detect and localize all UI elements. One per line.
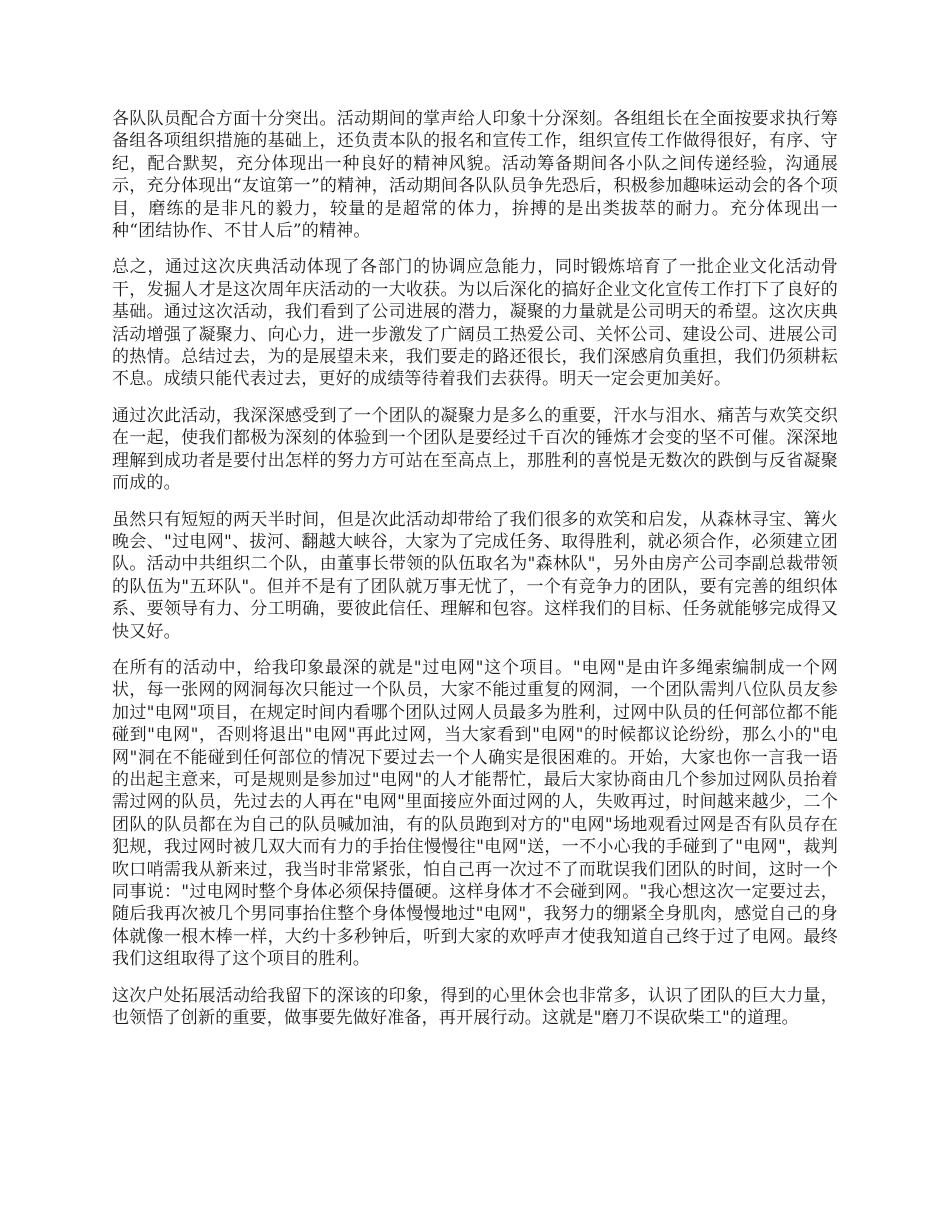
paragraph-4: 虽然只有短短的两天半时间，但是次此活动却带给了我们很多的欢笑和启发，从森林寻宝、篝火晚会、"过电网"、拔河、翻越大峡谷，大家为了完成任务、取得胜利，就必须合作，必须建立团队。活动中共组织二个队，由董事长带领的队伍取名为"森林队"，另外由房产公司李副总裁带领的队伍为"五环队"。但并不是有了团队就万事无忧了，一个有竞争力的团队，要有完善的组织体系、要领导有力、分工明确，要彼此信任、理解和包容。这样我们的目标、任务就能够完成得又快又好。 [112, 509, 838, 642]
paragraph-6: 这次户处拓展活动给我留下的深该的印象，得到的心里休会也非常多，认识了团队的巨大力量，也领悟了创新的重要，做事要先做好准备，再开展行动。这就是"磨刀不误砍柴工"的道理。 [112, 985, 838, 1029]
paragraph-5: 在所有的活动中，给我印象最深的就是"过电网"这个项目。"电网"是由许多绳索编制成一个网状，每一张网的网洞每次只能过一个队员，大家不能过重复的网洞，一个团队需判八位队员友参加过"电网"项目，在规定时间内看哪个团队过网人员最多为胜利，过网中队员的任何部位都不能碰到"电网"，否则将退出"电网"再此过网，当大家看到"电网"的时候都议论纷纷，那么小的"电网"洞在不能碰到任何部位的情况下要过去一个人确实是很困难的。开始，大家也你一言我一语的出起主意来，可是规则是参加过"电网"的人才能帮忙，最后大家协商由几个参加过网队员抬着需过网的队员，先过去的人再在"电网"里面接应外面过网的人，失败再过，时间越来越少，二个团队的队员都在为自己的队员喊加油，有的队员跑到对方的"电网"场地观看过网是否有队员存在犯规，我过网时被几双大而有力的手抬住慢慢往"电网"送，一不小心我的手碰到了"电网"，裁判吹口哨需我从新来过，我当时非常紧张，怕自己再一次过不了而耽误我们团队的时间，这时一个同事说："过电网时整个身体必须保持僵硬。这样身体才不会碰到网。"我心想这次一定要过去，随后我再次被几个男同事抬住整个身体慢慢地过"电网"，我努力的绷紧全身肌肉，感觉自己的身体就像一根木棒一样，大约十多秒钟后，听到大家的欢呼声才使我知道自己终于过了电网。最终我们这组取得了这个项目的胜利。 [112, 657, 838, 970]
paragraph-1: 各队队员配合方面十分突出。活动期间的掌声给人印象十分深刻。各组组长在全面按要求执行筹备组各项组织措施的基础上，还负责本队的报名和宣传工作，组织宣传工作做得很好，有序、守纪，配合默契，充分体现出一种良好的精神风貌。活动筹备期间各小队之间传递经验，沟通展示，充分体现出“友谊第一”的精神，活动期间各队队员争先恐后，积极参加趣味运动会的各个项目，磨练的是非凡的毅力，较量的是超常的体力，拚搏的是出类拔萃的耐力。充分体现出一种“团结协作、不甘人后”的精神。 [112, 109, 838, 242]
paragraph-3: 通过次此活动，我深深感受到了一个团队的凝聚力是多么的重要，汗水与泪水、痛苦与欢笑交织在一起，使我们都极为深刻的体验到一个团队是要经过千百次的锤炼才会变的坚不可催。深深地理解到成功者是要付出怎样的努力方可站在至高点上，那胜利的喜悦是无数次的跌倒与反省凝聚而成的。 [112, 405, 838, 494]
paragraph-2: 总之，通过这次庆典活动体现了各部门的协调应急能力，同时锻炼培育了一批企业文化活动骨干，发掘人才是这次周年庆活动的一大收获。为以后深化的搞好企业文化宣传工作打下了良好的基础。通过这次活动，我们看到了公司进展的潜力，凝聚的力量就是公司明天的希望。这次庆典活动增强了凝聚力、向心力，进一步激发了广阔员工热爱公司、关怀公司、建设公司、进展公司的热情。总结过去，为的是展望未来，我们要走的路还很长，我们深感肩负重担，我们仍须耕耘不息。成绩只能代表过去，更好的成绩等待着我们去获得。明天一定会更加美好。 [112, 257, 838, 390]
document-body [112, 108, 838, 1043]
